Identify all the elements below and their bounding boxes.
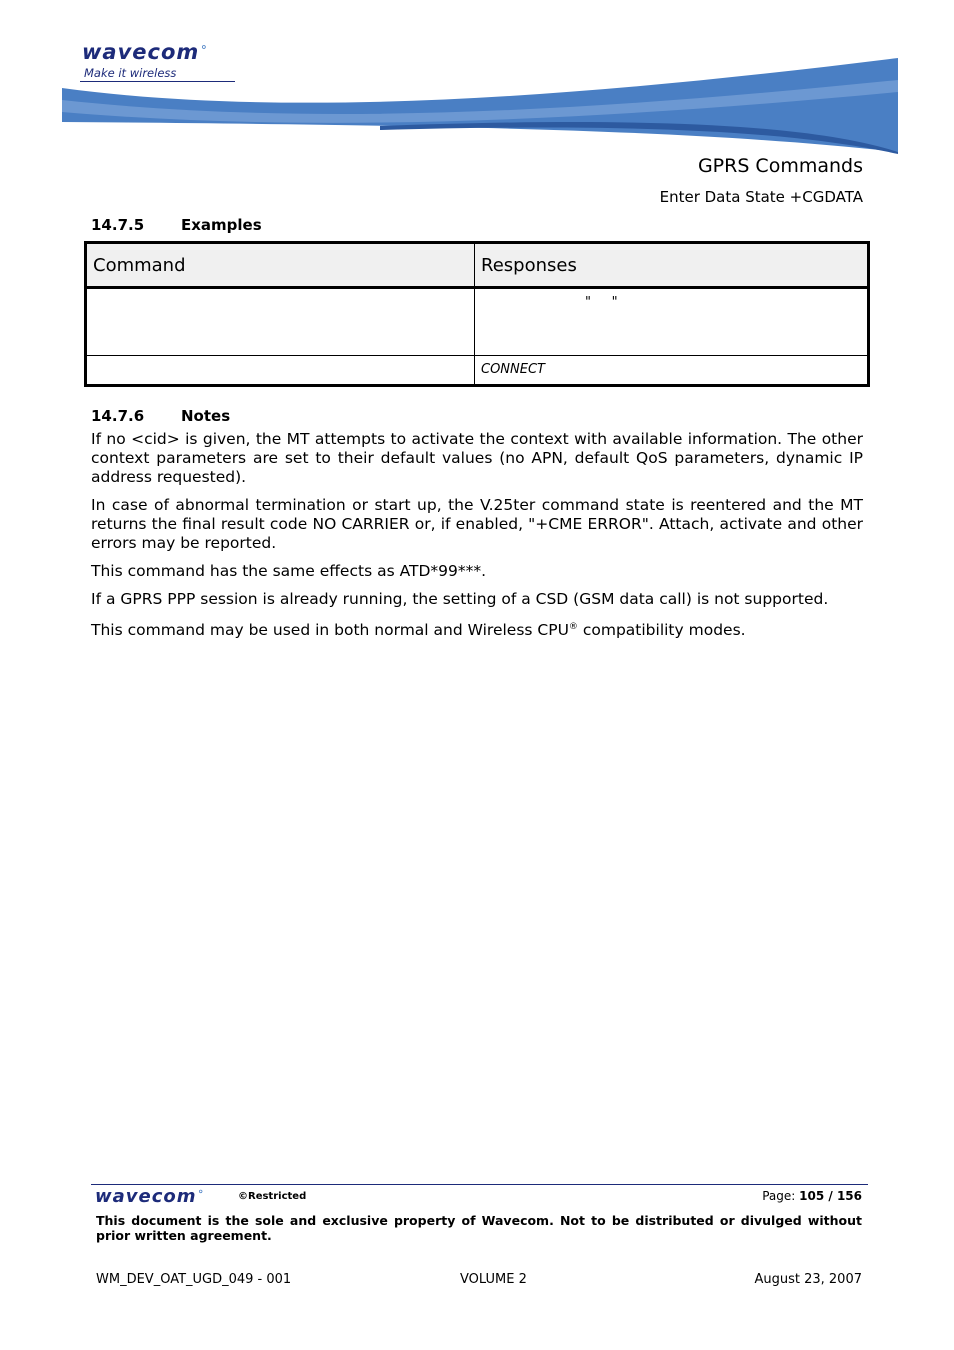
footer-rule: [91, 1184, 868, 1185]
footer-volume: VOLUME 2: [460, 1272, 527, 1287]
footer-wavecom-logo: wavecom⚬: [95, 1186, 206, 1207]
notes-body: [91, 430, 863, 649]
table-row: [87, 356, 867, 384]
footer-page-number: [762, 1189, 862, 1203]
examples-heading: [91, 216, 262, 234]
footer-restricted-label: ©Restricted: [238, 1191, 307, 1202]
table-cell-command: [87, 289, 475, 355]
table-header-row: [87, 244, 867, 289]
footer-date: August 23, 2007: [754, 1272, 862, 1287]
notes-heading: [91, 407, 230, 425]
examples-table: [84, 241, 870, 387]
table-cell-response: CONNECT: [481, 362, 545, 377]
footer-legal-notice: This document is the sole and exclusive property of Wavecom. Not to be distributed or divulged without prior written agreement.: [96, 1213, 862, 1243]
notes-title: Notes: [181, 407, 231, 425]
notes-paragraph: If a GPRS PPP session is already running, the setting of a CSD (GSM data call) is not supported.: [91, 590, 829, 608]
header-tagline: Make it wireless: [84, 66, 177, 80]
registered-mark: ®: [568, 622, 578, 632]
footer-doc-id: WM_DEV_OAT_UGD_049 - 001: [96, 1272, 292, 1287]
compat-text-end: compatibility modes.: [577, 621, 746, 640]
table-header-command: Command: [87, 244, 475, 286]
notes-paragraph-compat: [91, 618, 863, 640]
notes-number: 14.7.6: [91, 407, 145, 425]
page-sep: /: [824, 1189, 837, 1203]
notes-paragraph: In case of abnormal termination or start up, the V.25ter command state is reentered and the MT returns the final result code NO CARRIER or, if enabled, "+CME ERROR". Attach, activate and other errors may be reported.: [91, 496, 863, 552]
section-title: Enter Data State +CGDATA: [659, 188, 863, 206]
header-banner-wave: [0, 0, 954, 170]
header-rule: [80, 81, 235, 82]
table-header-responses: Responses: [481, 255, 577, 276]
chapter-title: GPRS Commands: [697, 155, 863, 177]
notes-paragraph: If no <cid> is given, the MT attempts to activate the context with available information. The other context parameters are set to their default values (no APN, default QoS parameters, dynamic IP address requested).: [91, 430, 863, 486]
page-label: Page:: [762, 1189, 800, 1203]
response-quotes: " ": [585, 295, 618, 310]
page-current: 105: [799, 1189, 825, 1203]
page-total: 156: [836, 1189, 862, 1203]
notes-paragraph: This command has the same effects as ATD*99***.: [91, 562, 487, 580]
logo-swirl-icon: ⚬: [196, 1187, 206, 1198]
logo-swirl-icon: ⚬: [199, 41, 210, 54]
compat-text: This command may be used in both normal and Wireless CPU: [91, 621, 569, 640]
table-cell-command: [87, 356, 475, 384]
examples-title: Examples: [181, 216, 262, 234]
table-row: [87, 289, 867, 356]
examples-number: 14.7.5: [91, 216, 145, 234]
table-cell-response: [475, 289, 867, 355]
header-wavecom-logo: wavecom⚬: [82, 40, 210, 64]
